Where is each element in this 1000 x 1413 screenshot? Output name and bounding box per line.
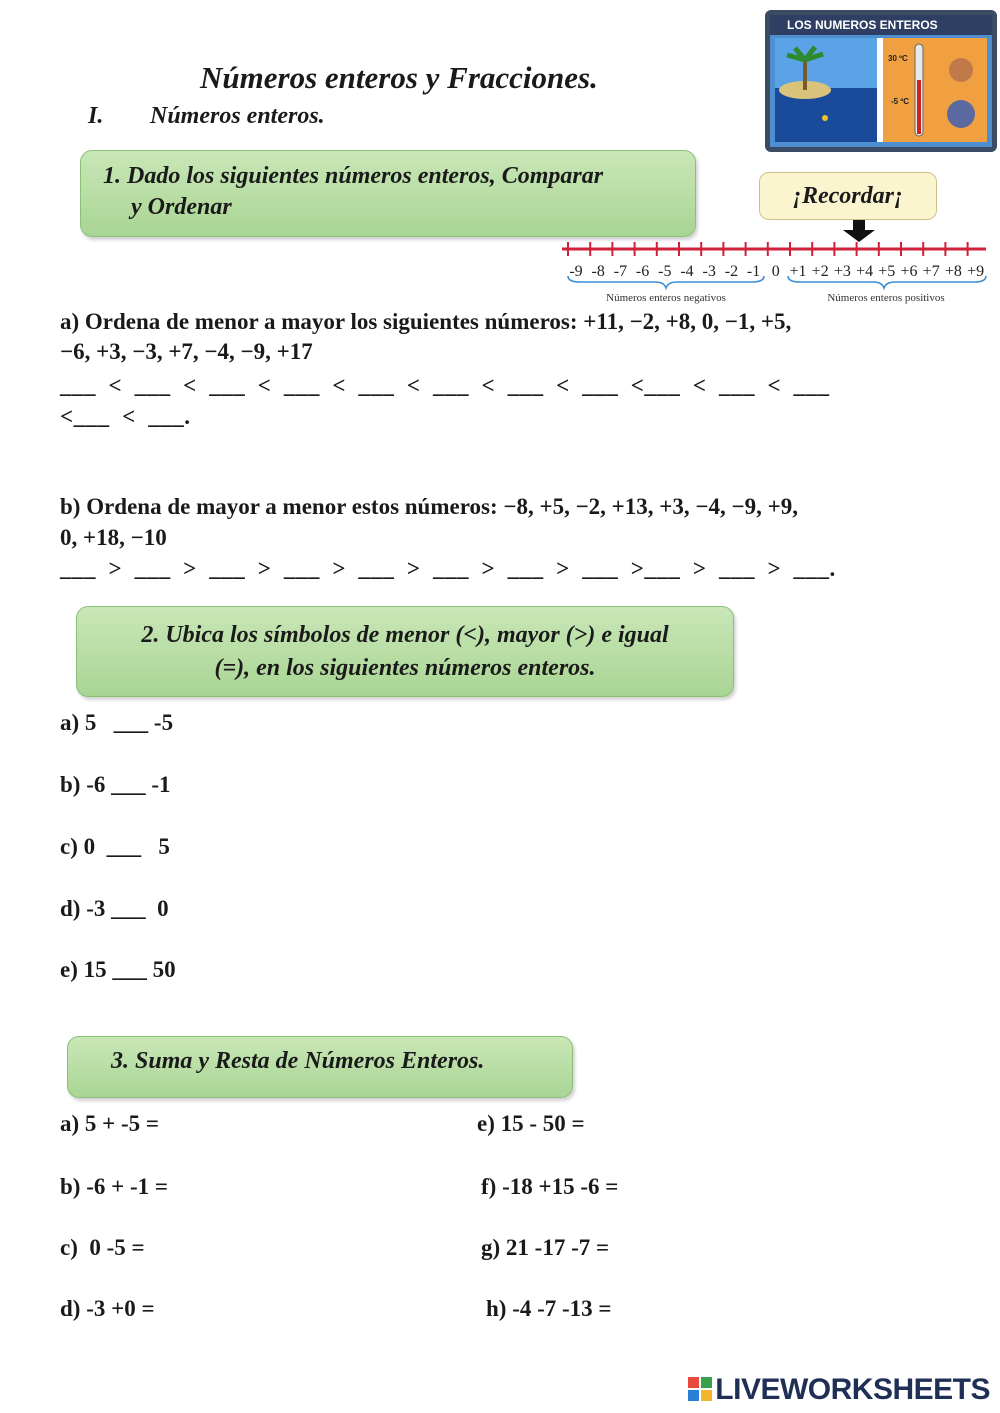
liveworksheets-logo-icon (688, 1377, 712, 1401)
number-line-label: -6 (635, 263, 650, 280)
number-line-label: +7 (922, 263, 940, 280)
liveworksheets-brand[interactable] (688, 1373, 990, 1407)
negative-caption: Números enteros negativos (606, 292, 726, 304)
exercise-1b-prompt-line1: b) Ordena de mayor a menor estos números: −8, +5, −2, +13, +3, −4, −9, +9, (60, 494, 798, 519)
brand-text: LIVEWORKSHEETS (715, 1373, 990, 1406)
number-line-label: -5 (658, 263, 672, 280)
number-line-label: -8 (591, 263, 605, 280)
pointer-arrow-icon (843, 220, 875, 242)
exercise-2-item-d[interactable]: d) -3 ___ 0 (60, 896, 169, 921)
section-label: Números enteros. (150, 103, 325, 129)
recordar-note: ¡Recordar¡ (759, 172, 937, 220)
number-line-label: +3 (833, 263, 851, 280)
number-line-labels (569, 263, 984, 280)
exercise-2-heading-line1: 2. Ubica los símbolos de menor (<), mayor (>) e igual (141, 622, 669, 648)
number-line-label: -3 (702, 263, 716, 280)
exercise-3-heading-box (67, 1036, 573, 1098)
exercise-3-item-a[interactable]: a) 5 + -5 = (60, 1111, 160, 1136)
exercise-1-heading-box (80, 150, 696, 237)
exercise-1-heading-line1: 1. Dado los siguientes números enteros, Comparar (103, 163, 604, 189)
section-numeral: I. (88, 103, 104, 129)
number-line-label: +9 (967, 263, 985, 280)
number-line-label: -4 (680, 263, 694, 280)
exercise-1-heading-line2: y Ordenar (131, 194, 232, 220)
exercise-3-item-f[interactable]: f) -18 +15 -6 = (481, 1174, 619, 1199)
thumbnail-title: LOS NUMEROS ENTEROS (787, 18, 938, 32)
thumbnail-temp-low: -5 ºC (891, 97, 910, 106)
exercise-2-heading-line2: (=), en los siguientes números enteros. (214, 655, 596, 681)
exercise-2-item-a[interactable]: a) 5 ___ -5 (60, 710, 174, 735)
exercise-1b-prompt-line2: 0, +18, −10 (60, 525, 167, 550)
number-line-label: +6 (900, 263, 918, 280)
number-line-label: +5 (878, 263, 896, 280)
integers-thumbnail-image (765, 10, 997, 152)
exercise-3-item-h[interactable]: h) -4 -7 -13 = (486, 1296, 612, 1321)
exercise-3-item-d[interactable]: d) -3 +0 = (60, 1296, 155, 1321)
number-line-label: +1 (789, 263, 807, 280)
exercise-1a-answer-blanks-cont[interactable]: <___ < ___. (60, 404, 191, 429)
number-line-label: -7 (613, 263, 628, 280)
number-line-label: 0 (771, 263, 780, 280)
exercise-3-item-b[interactable]: b) -6 + -1 = (60, 1174, 168, 1199)
exercise-1a-prompt-line2: −6, +3, −3, +7, −4, −9, +17 (60, 339, 313, 364)
number-line-label: -2 (724, 263, 739, 280)
positive-caption: Números enteros positivos (827, 292, 945, 304)
exercise-1a-prompt-line1: a) Ordena de menor a mayor los siguientes números: +11, −2, +8, 0, −1, +5, (60, 309, 792, 334)
exercise-3-item-e[interactable]: e) 15 - 50 = (477, 1111, 585, 1136)
exercise-1b-answer-blanks[interactable]: ___ > ___ > ___ > ___ > ___ > ___ > ___ > ___ >___ > ___ > ___. (60, 556, 836, 581)
exercise-2-item-b[interactable]: b) -6 ___ -1 (60, 772, 171, 797)
number-line-label: -1 (746, 263, 761, 280)
number-line-label: +8 (944, 263, 962, 280)
exercise-2-heading-box (76, 606, 734, 697)
page-title: Números enteros y Fracciones. (200, 60, 598, 95)
exercise-2-item-e[interactable]: e) 15 ___ 50 (60, 957, 176, 982)
exercise-3-item-g[interactable]: g) 21 -17 -7 = (481, 1235, 610, 1260)
section-heading (88, 103, 325, 130)
number-line-label: -9 (569, 263, 583, 280)
exercise-3-heading: 3. Suma y Resta de Números Enteros. (111, 1048, 485, 1074)
number-line-label: +4 (856, 263, 874, 280)
number-line-label: +2 (811, 263, 829, 280)
exercise-3-item-c[interactable]: c) 0 -5 = (60, 1235, 145, 1260)
thumbnail-temp-high: 30 ºC (888, 54, 908, 63)
exercise-2-item-c[interactable]: c) 0 ___ 5 (60, 834, 170, 859)
exercise-1a-answer-blanks[interactable]: ___ < ___ < ___ < ___ < ___ < ___ < ___ < ___ <___ < ___ < ___ (60, 373, 830, 398)
